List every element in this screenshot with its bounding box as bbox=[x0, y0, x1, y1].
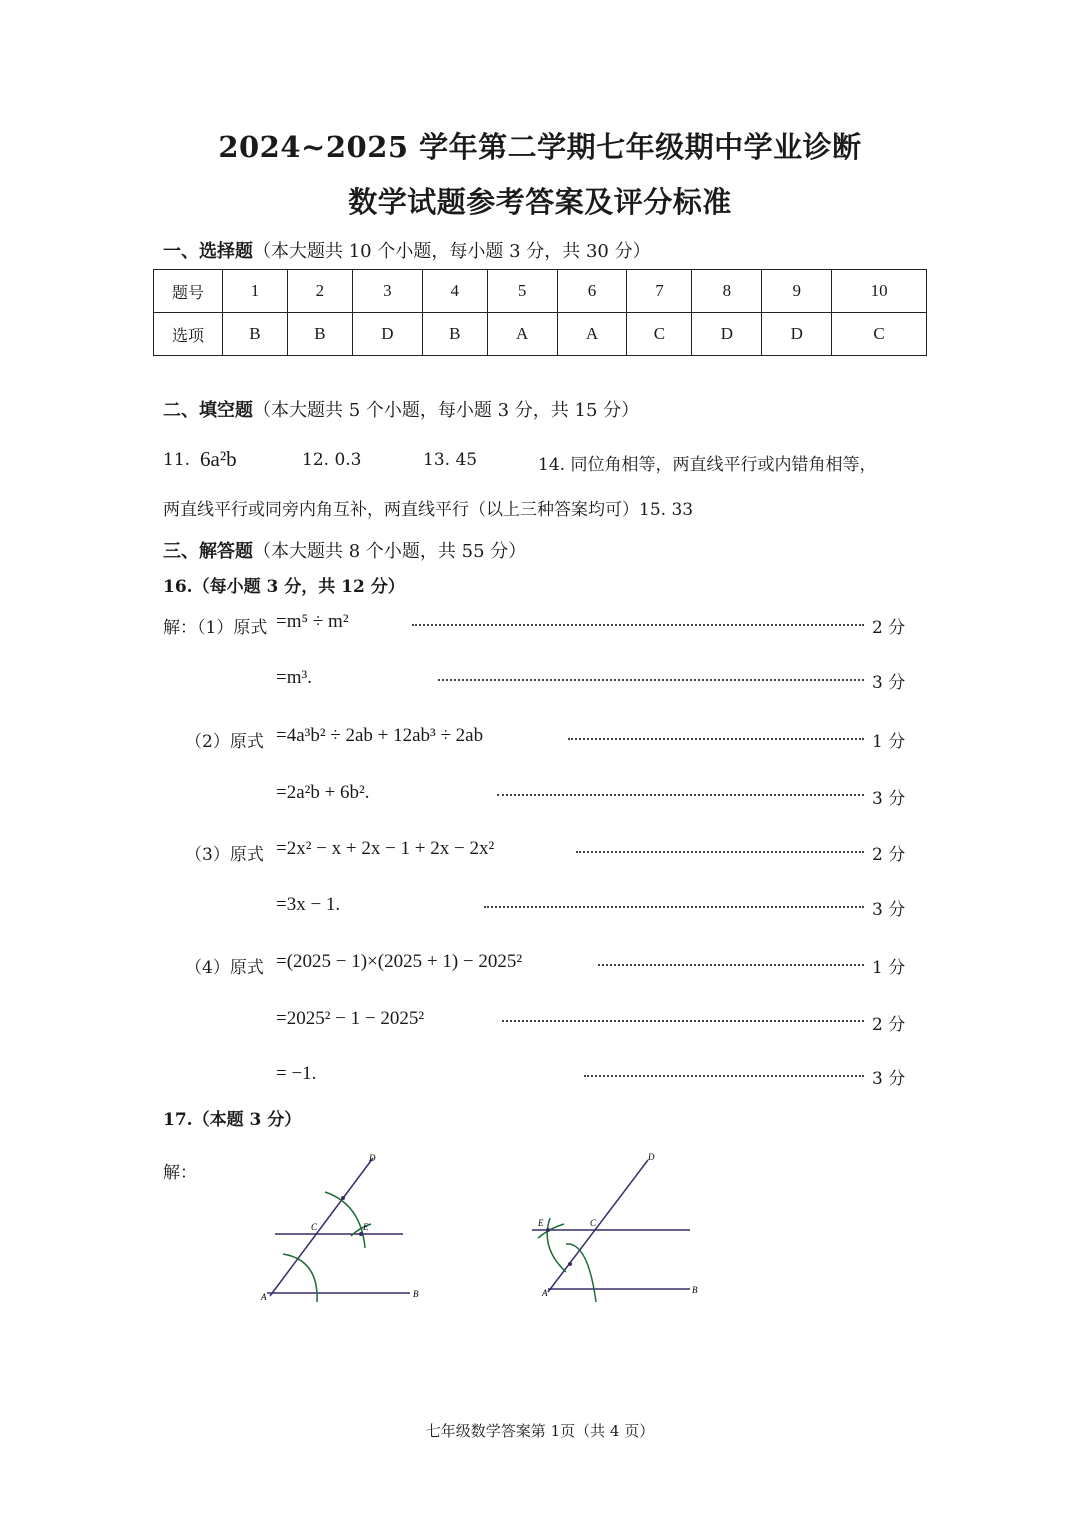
q16-intro: 解：（1）原式 bbox=[163, 618, 268, 638]
table-cell: A bbox=[487, 313, 557, 356]
q16-p3-line1: =2x² − x + 2x − 1 + 2x − 2x² bbox=[276, 838, 495, 859]
section-note: （本大题共 8 个小题，共 55 分） bbox=[253, 541, 527, 562]
table-cell: B bbox=[422, 313, 487, 356]
table-cell: B bbox=[223, 313, 288, 356]
table-cell: 5 bbox=[487, 270, 557, 313]
page-title: 2024~2025 学年第二学期七年级期中学业诊断 bbox=[218, 130, 862, 164]
score: 1 分 bbox=[872, 958, 906, 978]
score: 3 分 bbox=[872, 673, 906, 693]
intersection-point bbox=[341, 1196, 345, 1200]
q16-heading: 16.（每小题 3 分，共 12 分） bbox=[163, 577, 405, 597]
point-label-e: E bbox=[538, 1218, 544, 1228]
dot-leader bbox=[438, 679, 864, 683]
q16-p4-label: （4）原式 bbox=[185, 958, 264, 978]
q16-p2-line1: =4a³b² ÷ 2ab + 12ab³ ÷ 2ab bbox=[276, 725, 484, 746]
section-fill-heading bbox=[163, 396, 639, 422]
point-label-e: E bbox=[363, 1222, 369, 1232]
table-cell: 6 bbox=[557, 270, 627, 313]
arc bbox=[566, 1244, 596, 1302]
dot-leader bbox=[502, 1020, 864, 1024]
point-label-a: A bbox=[542, 1288, 548, 1298]
q16-p3-label: （3）原式 bbox=[185, 845, 264, 865]
table-header-cell: 选项 bbox=[154, 313, 223, 356]
table-cell: 2 bbox=[287, 270, 352, 313]
section-note: （本大题共 10 个小题，每小题 3 分，共 30 分） bbox=[253, 241, 651, 262]
q16-p3-line2: =3x − 1. bbox=[276, 894, 341, 915]
point-label-b: B bbox=[692, 1285, 698, 1295]
q12-answer: 12. 0.3 bbox=[302, 450, 362, 470]
table-cell: C bbox=[832, 313, 927, 356]
table-cell: A bbox=[557, 313, 627, 356]
line-ad bbox=[548, 1160, 648, 1292]
dot-leader bbox=[484, 906, 864, 910]
q16-p4-line3: = −1. bbox=[276, 1063, 317, 1084]
q16-p4-line1: =(2025 − 1)×(2025 + 1) − 2025² bbox=[276, 951, 523, 972]
score: 3 分 bbox=[872, 1069, 906, 1089]
table-cell: C bbox=[627, 313, 692, 356]
table-cell: 4 bbox=[422, 270, 487, 313]
score: 2 分 bbox=[872, 845, 906, 865]
intersection-point bbox=[568, 1262, 572, 1266]
q11-answer: 6a²b bbox=[200, 447, 237, 471]
score: 3 分 bbox=[872, 900, 906, 920]
arc bbox=[283, 1254, 317, 1302]
intersection-point bbox=[359, 1232, 363, 1236]
construction-figure-1 bbox=[255, 1148, 435, 1308]
table-row bbox=[154, 313, 927, 356]
section-title: 二、填空题 bbox=[163, 400, 253, 421]
table-cell: 8 bbox=[692, 270, 762, 313]
table-cell: 1 bbox=[223, 270, 288, 313]
point-label-d: D bbox=[369, 1153, 376, 1163]
score: 1 分 bbox=[872, 732, 906, 752]
arc bbox=[325, 1192, 365, 1248]
dot-leader bbox=[598, 964, 864, 968]
dot-leader bbox=[412, 624, 864, 628]
page-footer: 七年级数学答案第 1页（共 4 页） bbox=[425, 1422, 655, 1440]
dot-leader bbox=[568, 738, 864, 742]
page-subtitle: 数学试题参考答案及评分标准 bbox=[348, 185, 732, 219]
section-choice-heading bbox=[163, 237, 651, 263]
point-label-d: D bbox=[648, 1152, 655, 1162]
q16-p2-label: （2）原式 bbox=[185, 732, 264, 752]
score: 2 分 bbox=[872, 618, 906, 638]
q17-heading: 17.（本题 3 分） bbox=[163, 1110, 302, 1130]
table-cell: 9 bbox=[762, 270, 832, 313]
q16-p4-line2: =2025² − 1 − 2025² bbox=[276, 1008, 425, 1029]
table-cell: D bbox=[692, 313, 762, 356]
point-label-c: C bbox=[590, 1218, 597, 1228]
q17-intro: 解： bbox=[163, 1163, 197, 1183]
point-label-a: A bbox=[261, 1292, 267, 1302]
dot-leader bbox=[584, 1075, 864, 1079]
table-cell: B bbox=[287, 313, 352, 356]
point-label-b: B bbox=[413, 1289, 419, 1299]
section-solve-heading bbox=[163, 537, 526, 563]
table-cell: 3 bbox=[352, 270, 422, 313]
construction-figure-2 bbox=[530, 1148, 710, 1308]
q11-number: 11. bbox=[163, 450, 191, 470]
table-cell: D bbox=[352, 313, 422, 356]
table-header-cell: 题号 bbox=[154, 270, 223, 313]
answer-table bbox=[153, 269, 927, 356]
q14-answer-line2: 两直线平行或同旁内角互补，两直线平行（以上三种答案均可）15. 33 bbox=[163, 500, 694, 520]
score: 3 分 bbox=[872, 789, 906, 809]
point-label-c: C bbox=[311, 1222, 318, 1232]
section-note: （本大题共 5 个小题，每小题 3 分，共 15 分） bbox=[253, 400, 640, 421]
dot-leader bbox=[576, 851, 864, 855]
table-cell: 7 bbox=[627, 270, 692, 313]
q16-p2-line2: =2a²b + 6b². bbox=[276, 782, 370, 803]
score: 2 分 bbox=[872, 1015, 906, 1035]
section-title: 一、选择题 bbox=[163, 241, 253, 262]
table-row bbox=[154, 270, 927, 313]
q16-p1-line2: =m³. bbox=[276, 667, 312, 688]
dot-leader bbox=[497, 794, 864, 798]
q13-answer: 13. 45 bbox=[423, 450, 478, 470]
line-ad bbox=[270, 1158, 373, 1296]
intersection-point bbox=[546, 1228, 550, 1232]
q14-answer-line1: 14. 同位角相等，两直线平行或内错角相等， bbox=[538, 455, 877, 475]
table-cell: 10 bbox=[832, 270, 927, 313]
table-cell: D bbox=[762, 313, 832, 356]
section-title: 三、解答题 bbox=[163, 541, 253, 562]
q16-p1-line1: =m⁵ ÷ m² bbox=[276, 611, 349, 632]
